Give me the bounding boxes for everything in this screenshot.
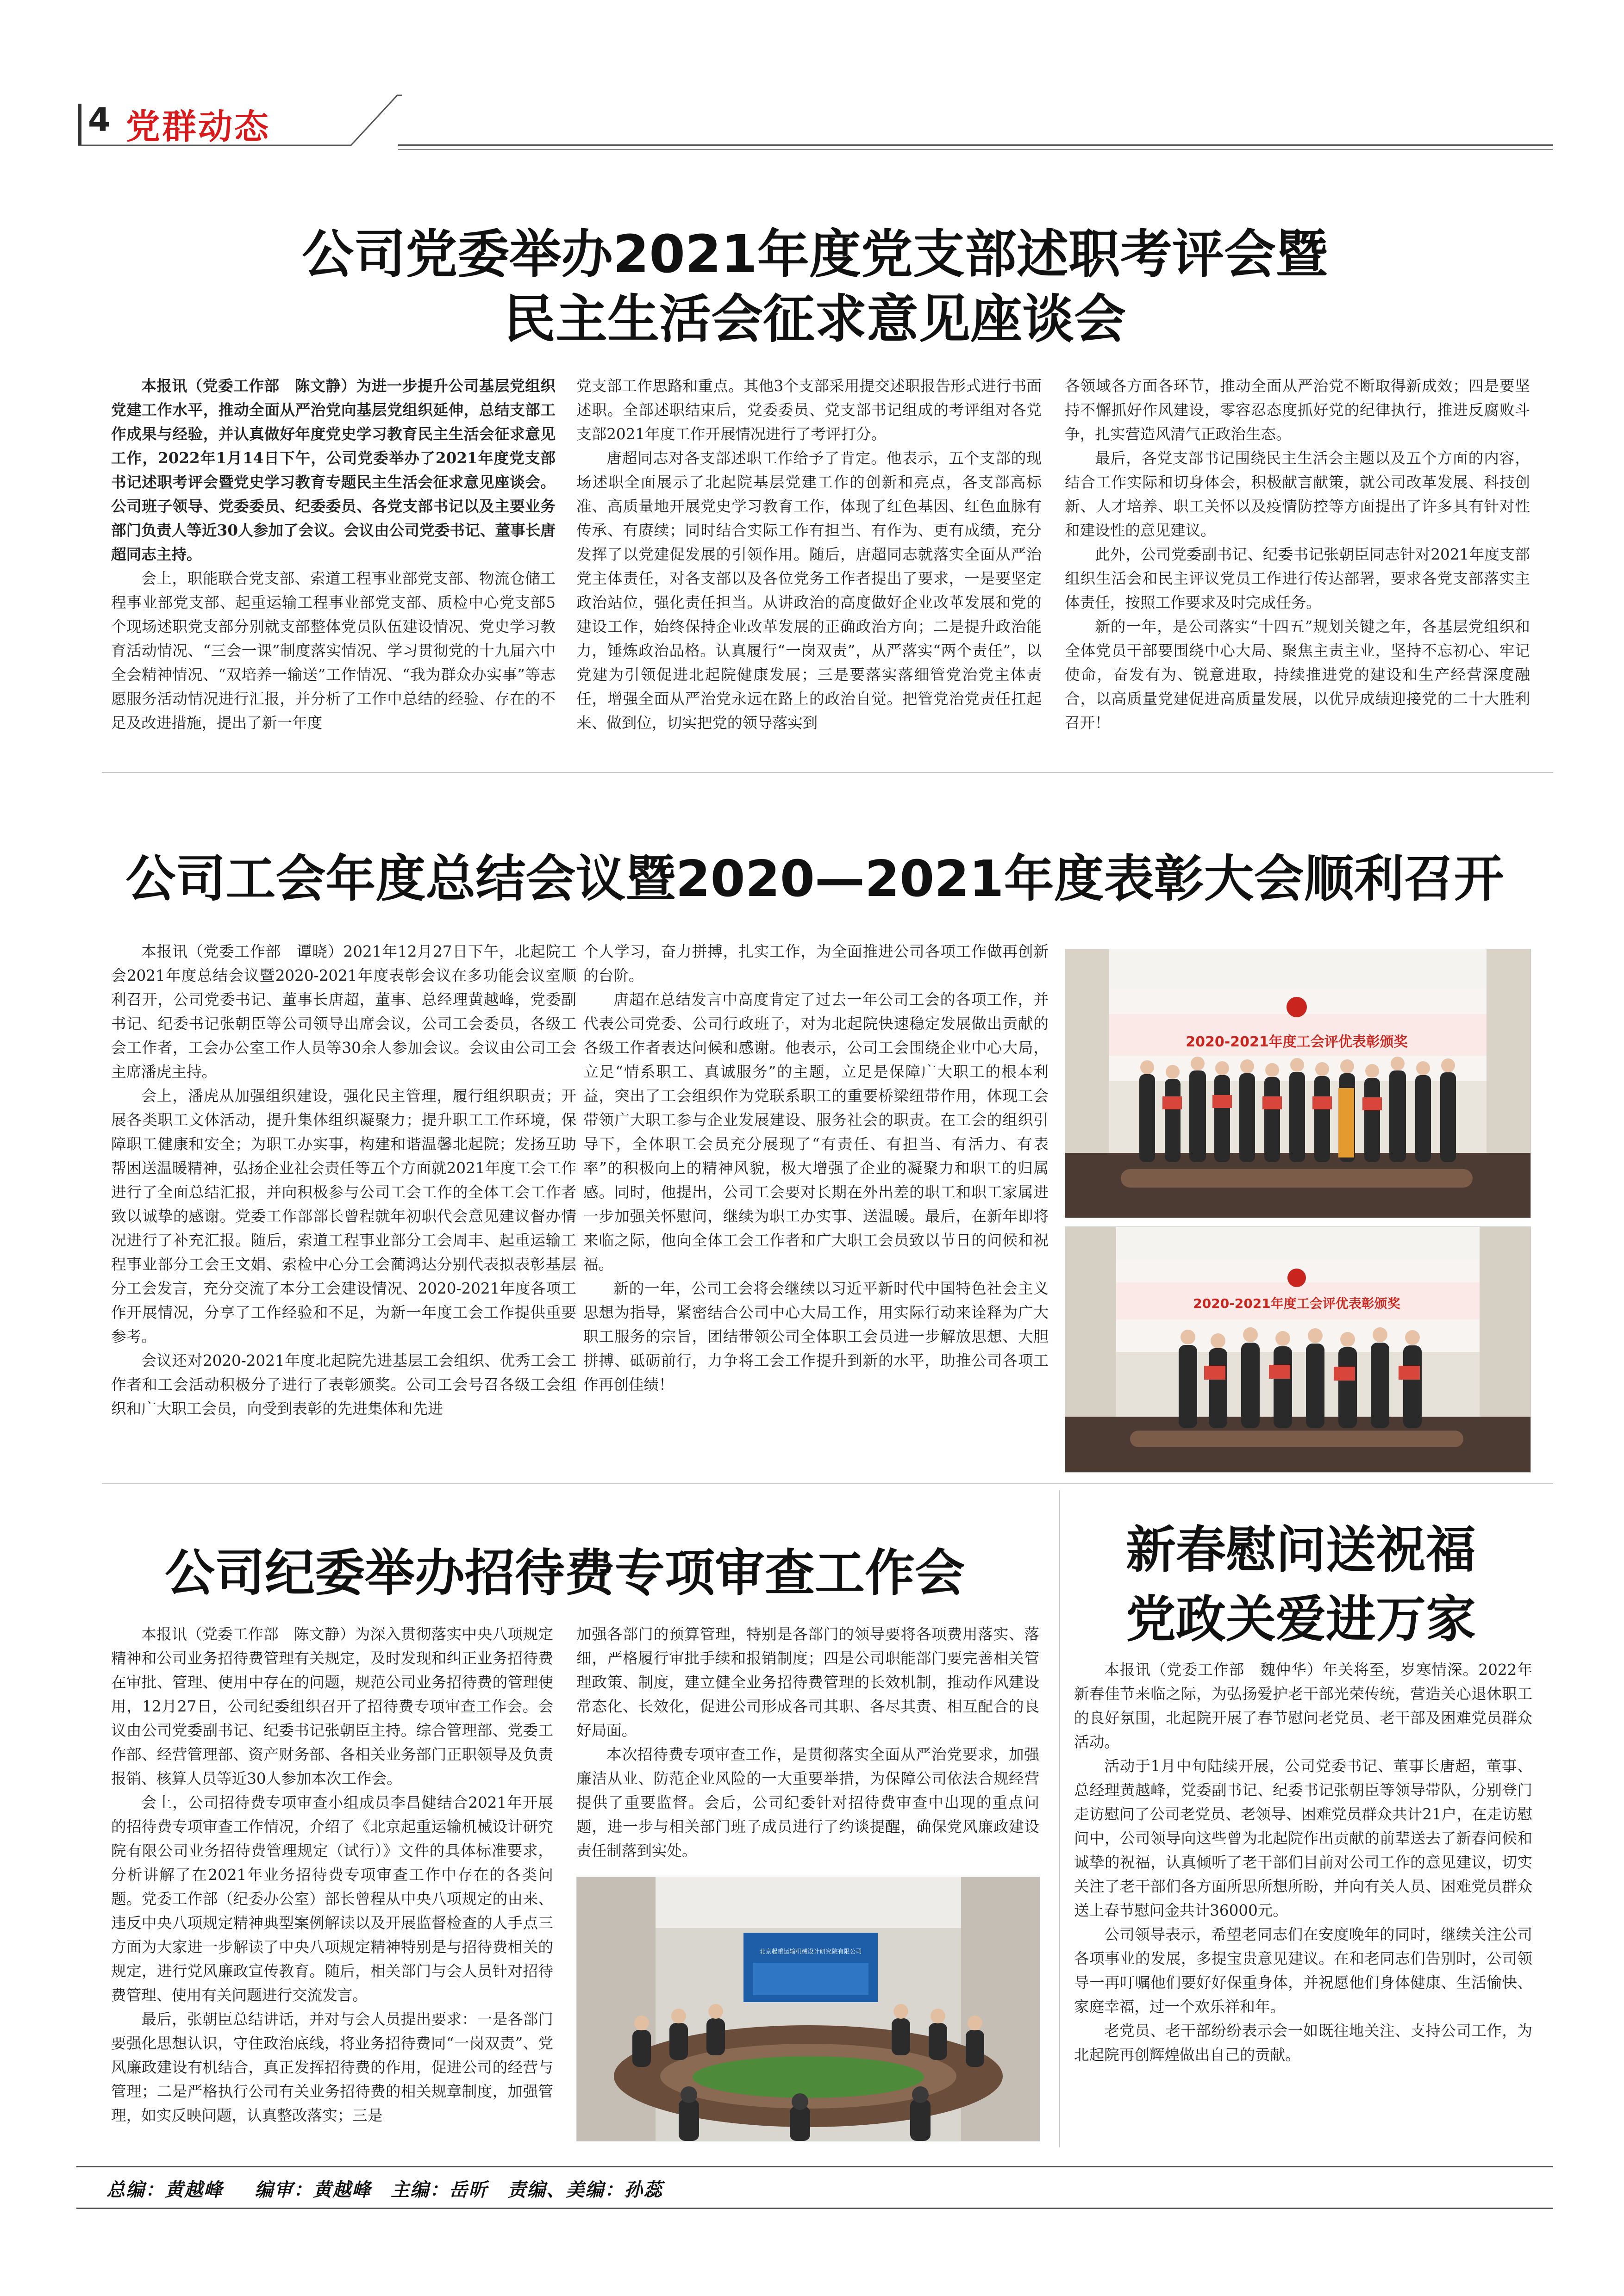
award-ceremony-photo-2: [1065, 1226, 1531, 1473]
article4-body: 公司领导表示，希望老同志们在安度晚年的同时，继续关注公司各项事业的发展，多提宝贵意见建议。在和老同志们告别时，公司领导一再叮嘱他们要好好保重身体，并祝愿他们身体健康、生活愉快、家庭幸福，过一个欢乐祥和年。: [1074, 1926, 1532, 2016]
article1-column-1: [111, 374, 556, 758]
article1-body: 此外，公司党委副书记、纪委书记张朝臣同志针对2021年度支部组织生活会和民主评议党员工作进行传达部署，要求各党支部落实主体责任，按照工作要求及时完成任务。: [1065, 546, 1530, 611]
photo1-banner-text: 2020-2021年度工会评优表彰颁奖: [1186, 1034, 1408, 1050]
article1-column-3: [1065, 374, 1530, 758]
article1-body: 党支部工作思路和重点。其他3个支部采用提交述职报告形式进行书面述职。全部述职结束后，党委委员、党支部书记组成的考评组对各党支部2021年度工作开展情况进行了考评打分。: [576, 377, 1042, 443]
article1-body: 各领域各方面各环节，推动全面从严治党不断取得新成效；四是要坚持不懈抓好作风建设，零容忍态度抓好党的纪律执行，推进反腐败斗争，扎实营造风清气正政治生态。: [1065, 377, 1530, 443]
article1-column-2: [576, 374, 1042, 758]
section-divider: [102, 1483, 1553, 1484]
page-number: 4: [88, 101, 111, 139]
article3-body: 会上，公司招待费专项审查小组成员李昌健结合2021年开展的招待费专项审查工作情况，介绍了《北京起重运输机械设计研究院有限公司业务招待费管理规定（试行）》文件的具体标准要求，分析讲解了在2021年业务招待费专项审查工作中存在的各类问题。党委工作部（纪委办公室）部长曾程从中央八项规定的由来、违反中央八项规定精神典型案例解读以及开展监督检查的人手点三方面为大家进一步解读了中央八项规定精神特别是与招待费相关的规定，进行党风廉政宣传教育。随后，相关部门与会人员针对招待费管理、使用有关问题进行交流发言。: [111, 1794, 553, 2004]
article4-title: [1069, 1516, 1532, 1655]
article2-title: 公司工会年度总结会议暨2020—2021年度表彰大会顺利召开: [125, 850, 1504, 908]
article1-title: [76, 222, 1553, 352]
article4-title-line1: 新春慰问送祝福: [1125, 1521, 1476, 1579]
article3-column-2: [576, 1622, 1039, 1860]
article3-body: 加强各部门的预算管理，特别是各部门的领导要将各项费用落实、落细，严格履行审批手续和报销制度；四是公司职能部门要完善相关管理政策、制度，建立健全业务招待费管理的长效机制，推动作风建设常态化、长效化，促进公司形成各司其职、各尽其责、相互配合的良好局面。: [576, 1625, 1039, 1739]
article3-body: 本报讯（党委工作部 陈文静）为深入贯彻落实中央八项规定精神和公司业务招待费管理有关规定，及时发现和纠正业务招待费在审批、管理、使用中存在的问题，规范公司业务招待费的管理使用，12月27日，公司纪委组织召开了招待费专项审查工作会。会议由公司党委副书记、纪委书记张朝臣主持。综合管理部、党委工作部、经营管理部、资产财务部、各相关业务部门正职领导及负责报销、核算人员等近30人参加本次工作会。: [111, 1625, 553, 1787]
article4-title-line2: 党政关爱进万家: [1125, 1591, 1476, 1649]
award-ceremony-photo: [1065, 949, 1531, 1218]
award-ceremony-photo-illustration: [1065, 949, 1530, 1218]
article1-body: 新的一年，是公司落实“十四五”规划关键之年，各基层党组织和全体党员干部要围绕中心大局、聚焦主责主业，坚持不忘初心、牢记使命，奋发有为、锐意进取，持续推进党的建设和生产经营深度融合，以高质量党建促进高质量发展，以优异成绩迎接党的二十大胜利召开！: [1065, 618, 1530, 732]
header-rule: [398, 144, 1553, 146]
article3-body: 本次招待费专项审查工作，是贯彻落实全面从严治党要求，加强廉洁从业、防范企业风险的一大重要举措，为保障公司依法合规经营提供了重要监督。会后，公司纪委针对招待费审查中出现的重点问题，进一步与相关部门班子成员进行了约谈提醒，确保党风廉政建设责任制落到实处。: [576, 1746, 1039, 1860]
article2-body: 会议还对2020-2021年度北起院先进基层工会组织、优秀工会工作者和工会活动积极分子进行了表彰颁奖。公司工会号召各级工会组织和广大职工会员，向受到表彰的先进集体和先进: [111, 1352, 576, 1418]
article1-body: 本报讯（党委工作部 陈文静）为进一步提升公司基层党组织党建工作水平，推动全面从严治党向基层党组织延伸，总结支部工作成果与经验，并认真做好年度党史学习教育民主生活会征求意见工作，2022年1月14日下午，公司党委举办了2021年度党支部书记述职考评会暨党史学习教育专题民主生活会征求意见座谈会。公司班子领导、党委委员、纪委委员、各党支部书记以及主要业务部门负责人等近30人参加了会议。会议由公司党委书记、董事长唐超同志主持。: [111, 377, 556, 563]
award-ceremony-photo-2-illustration: [1065, 1227, 1530, 1472]
article1-title-line2: 民主生活会征求意见座谈会: [504, 289, 1126, 349]
article2-body: 唐超在总结发言中高度肯定了过去一年公司工会的各项工作，并代表公司党委、公司行政班子，对为北起院快速稳定发展做出贡献的各级工作者表达问候和感谢。他表示，公司工会围绕企业中心大局，立足“情系职工、真诚服务”的主题，立足是保障广大职工的根本利益，突出了工会组织作为党联系职工的重要桥梁纽带作用，体现工会带领广大职工参与企业发展建设、服务社会的职责。在工会的组织引导下，全体职工会员充分展现了“有责任、有担当、有活力、有表率”的积极向上的精神风貌，极大增强了企业的凝聚力和职工的归属感。同时，他提出，公司工会要对长期在外出差的职工和职工家属进一步加强关怀慰问，继续为职工办实事、送温暖。最后，在新年即将来临之际，他向全体工会工作者和广大职工会员致以节日的问候和祝福。: [583, 991, 1049, 1273]
article2-body: 个人学习，奋力拼搏，扎实工作，为全面推进公司各项工作做再创新的台阶。: [583, 943, 1049, 984]
article1-body: 会上，职能联合党支部、索道工程事业部党支部、物流仓储工程事业部党支部、起重运输工程事业部党支部、质检中心党支部5个现场述职党支部分别就支部整体党员队伍建设情况、党史学习教育活动情况、“三会一课”制度落实情况、学习贯彻党的十九届六中全会精神情况、“双培养一输送”工作情况、“我为群众办实事”等志愿服务活动情况进行汇报，并分析了工作中总结的经验、存在的不足及改进措施，提出了新一年度: [111, 570, 556, 732]
article4-body: 老党员、老干部纷纷表示会一如既往地关注、支持公司工作，为北起院再创辉煌做出自己的贡献。: [1074, 2022, 1532, 2064]
article1-body: 唐超同志对各支部述职工作给予了肯定。他表示，五个支部的现场述职全面展示了北起院基层党建工作的创新和亮点，各支部高标准、高质量地开展党史学习教育工作，体现了红色基因、红色血脉有传承、有赓续；同时结合实际工作有担当、有作为、更有成绩，充分发挥了以党建促发展的引领作用。随后，唐超同志就落实全面从严治党主体责任，对各支部以及各位党务工作者提出了要求，一是要坚定政治站位，强化责任担当。从讲政治的高度做好企业改革发展和党的建设工作，始终保持企业改革发展的正确政治方向；二是提升政治能力，锤炼政治品格。认真履行“一岗双责”，从严落实“两个责任”，以党建为引领促进北起院健康发展；三是要落实落细管党治党主体责任，增强全面从严治党永远在路上的政治自觉。把管党治党责任扛起来、做到位，切实把党的领导落实到: [576, 449, 1042, 732]
article4-body: 本报讯（党委工作部 魏仲华）年关将至，岁寒情深。2022年新春佳节来临之际，为弘扬爱护老干部光荣传统，营造关心退休职工的良好氛围，北起院开展了春节慰问老党员、老干部及困难党员群众活动。: [1074, 1661, 1532, 1751]
article2-body: 本报讯（党委工作部 谭晓）2021年12月27日下午，北起院工会2021年度总结会议暨2020-2021年度表彰会议在多功能会议室顺利召开，公司党委书记、董事长唐超，董事、总经理黄越峰，党委副书记、纪委书记张朝臣等公司领导出席会议，公司工会委员，各级工会工作者，工会办公室工作人员等30余人参加会议。会议由公司工会主席潘虎主持。: [111, 943, 576, 1081]
article1-title-line1: 公司党委举办2021年度党支部述职考评会暨: [302, 224, 1328, 285]
article2-body: 会上，潘虎从加强组织建设，强化民主管理，履行组织职责；开展各类职工文体活动，提升集体组织凝聚力；提升职工工作环境，保障职工健康和安全；为职工办实事，构建和谐温馨北起院；发扬互助帮困送温暖精神，弘扬企业社会责任等五个方面就2021年度工会工作进行了全面总结汇报，并向积极参与公司工会工作的全体工会工作者致以诚挚的感谢。党委工作部部长曾程就年初职代会意见建议督办情况进行了补充汇报。随后，索道工程事业部分工会周丰、起重运输工程事业部分工会王文娟、索检中心分工会蔺鸿达分别代表拟表彰基层分工会发言，充分交流了本分工会建设情况、2020-2021年度各项工作开展情况，分享了工作经验和不足，为新一年度工会工作提供重要参考。: [111, 1087, 576, 1345]
section-divider: [102, 772, 1553, 773]
article3-title: 公司纪委举办招待费专项审查工作会: [164, 1544, 965, 1602]
article2-body: 新的一年，公司工会将会继续以习近平新时代中国特色社会主义思想为指导，紧密结合公司中心大局工作，用实际行动来诠释为广大职工服务的宗旨，团结带领公司全体职工会员进一步解放思想、大胆拼搏、砥砺前行，力争将工会工作提升到新的水平，助推公司各项工作再创佳绩！: [583, 1280, 1049, 1394]
header-rule-thin: [398, 149, 1553, 150]
article3-body: 最后，张朝臣总结讲话，并对与会人员提出要求：一是各部门要强化思想认识，守住政治底线，将业务招待费同“一岗双责”、党风廉政建设有机结合，真正发挥招待费的作用，促进公司的经营与管理；二是严格执行公司有关业务招待费的相关规章制度，加强管理，如实反映问题，认真整改落实；三是: [111, 2010, 553, 2124]
photo2-banner-text: 2020-2021年度工会评优表彰颁奖: [1193, 1296, 1400, 1311]
footer-rule-bottom: [76, 2208, 1553, 2209]
article4-column: [1074, 1658, 1532, 2148]
footer-credits: 总编：黄越峰 编审：黄越峰 主编：岳昕 责编、美编：孙蕊: [106, 2179, 663, 2201]
meeting-photo-illustration: [577, 1877, 1040, 2141]
article2-column-1: [111, 940, 576, 1476]
section-title: 党群动态: [126, 107, 270, 147]
footer-rule: [76, 2166, 1553, 2167]
article4-body: 活动于1月中旬陆续开展，公司党委书记、董事长唐超，董事、总经理黄越峰，党委副书记、纪委书记张朝臣等领导带队，分别登门走访慰问了公司老党员、老领导、困难党员群众共计21户，在走访慰问中，公司领导向这些曾为北起院作出贡献的前辈送去了新春问候和诚挚的祝福，认真倾听了老干部们目前对公司工作的意见建议，切实关注了老干部们各方面所思所想所盼，并向有关人员、困难党员群众送上春节慰问金共计36000元。: [1074, 1757, 1532, 1919]
article2-column-2: [583, 940, 1049, 1476]
photo3-banner-text: 北京起重运输机械设计研究院有限公司: [759, 1948, 862, 1955]
article1-body: 最后，各党支部书记围绕民主生活会主题以及五个方面的内容，结合工作实际和切身体会，积极献言献策，就公司改革发展、科技创新、人才培养、职工关怀以及疫情防控等方面提出了许多具有针对性和建设性的意见建议。: [1065, 449, 1530, 539]
column-divider: [1059, 1490, 1060, 2147]
meeting-photo: [576, 1877, 1040, 2141]
article3-column-1: [111, 1622, 553, 2147]
